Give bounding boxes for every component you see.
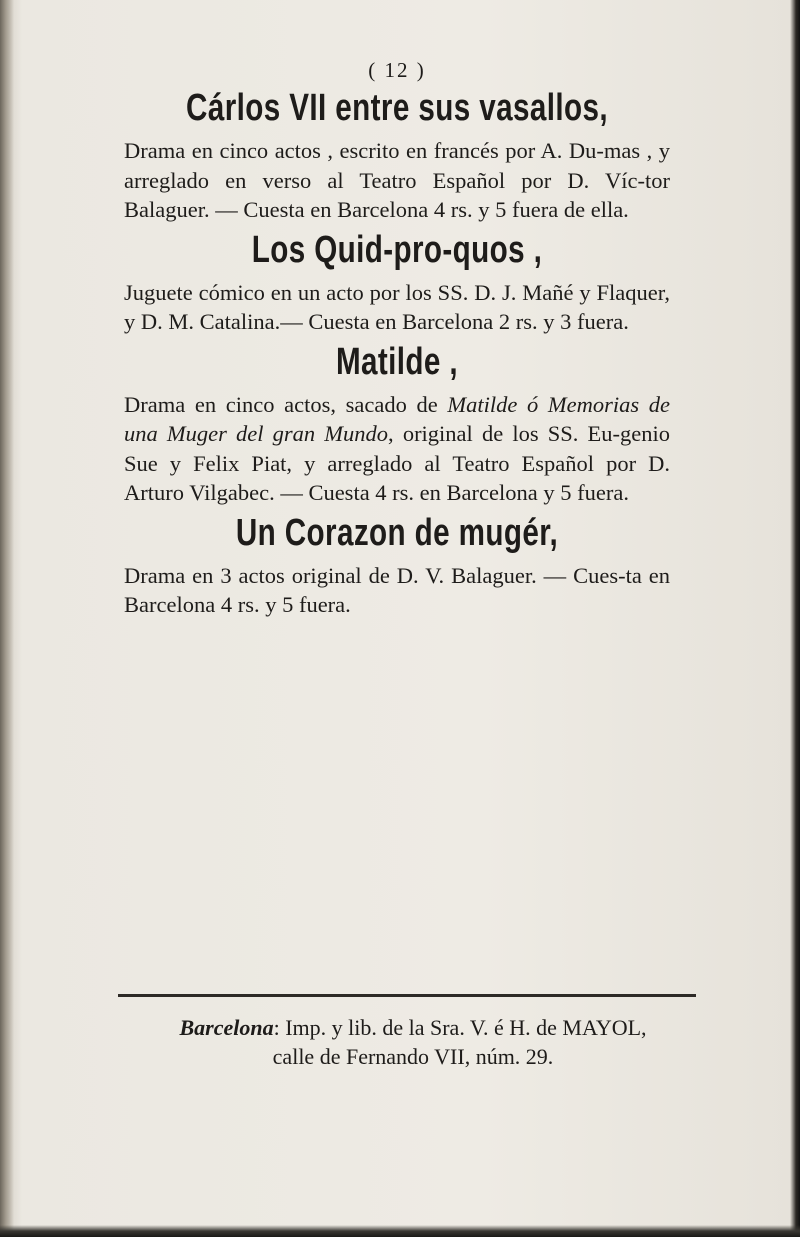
catalog-entry: [124, 87, 670, 225]
entry-description-lead: Drama en cinco actos, sacado de: [124, 391, 448, 417]
page-right-edge: [790, 0, 800, 1237]
entry-description: Drama en cinco actos , escrito en francés por A. Du-mas , y arreglado en verso al Teatro Español por D. Víc-tor Balaguer. — Cuesta en Barcelona 4 rs. y 5 fuera de ella.: [124, 138, 670, 222]
entry-title: Un Corazon de mugér,: [235, 511, 559, 554]
catalog-entry: [124, 229, 670, 337]
imprint-address: calle de Fernando VII, núm. 29.: [272, 1044, 554, 1069]
imprint-footer: [118, 1013, 708, 1071]
page-bottom-edge: [0, 1225, 800, 1237]
catalog-entry: [124, 512, 670, 620]
page-number: ( 12 ): [368, 58, 426, 82]
imprint-place: Barcelona: [179, 1015, 274, 1040]
catalog-content: [124, 58, 670, 624]
imprint-line-1: [118, 1013, 708, 1042]
entry-title: Cárlos VII entre sus vasallos,: [186, 87, 608, 129]
footer-divider: [118, 994, 696, 997]
entry-description: [124, 390, 670, 508]
entry-description-rest: , original de los SS. Eu-genio Sue y Felix Piat, y arreglado al Teatro Español por D. Arturo Vilgabec. — Cuesta 4 rs. en Barcelona y 5 fuera.: [124, 421, 670, 505]
page-left-edge: [0, 0, 14, 1237]
entry-title: Los Quid-pro-quos ,: [251, 228, 543, 271]
entry-description: Drama en 3 actos original de D. V. Balaguer. — Cues-ta en Barcelona 4 rs. y 5 fuera.: [124, 562, 670, 617]
entry-title: Matilde ,: [335, 340, 459, 383]
imprint-printer: : Imp. y lib. de la Sra. V. é H. de MAYOL,: [273, 1015, 647, 1040]
entry-description: Juguete cómico en un acto por los SS. D. J. Mañé y Flaquer, y D. M. Catalina.— Cuesta en Barcelona 2 rs. y 3 fuera.: [124, 279, 670, 334]
cited-work-title: Matilde ó Memorias de una Muger del gran Mundo: [124, 391, 670, 446]
catalog-entry: [124, 341, 670, 508]
